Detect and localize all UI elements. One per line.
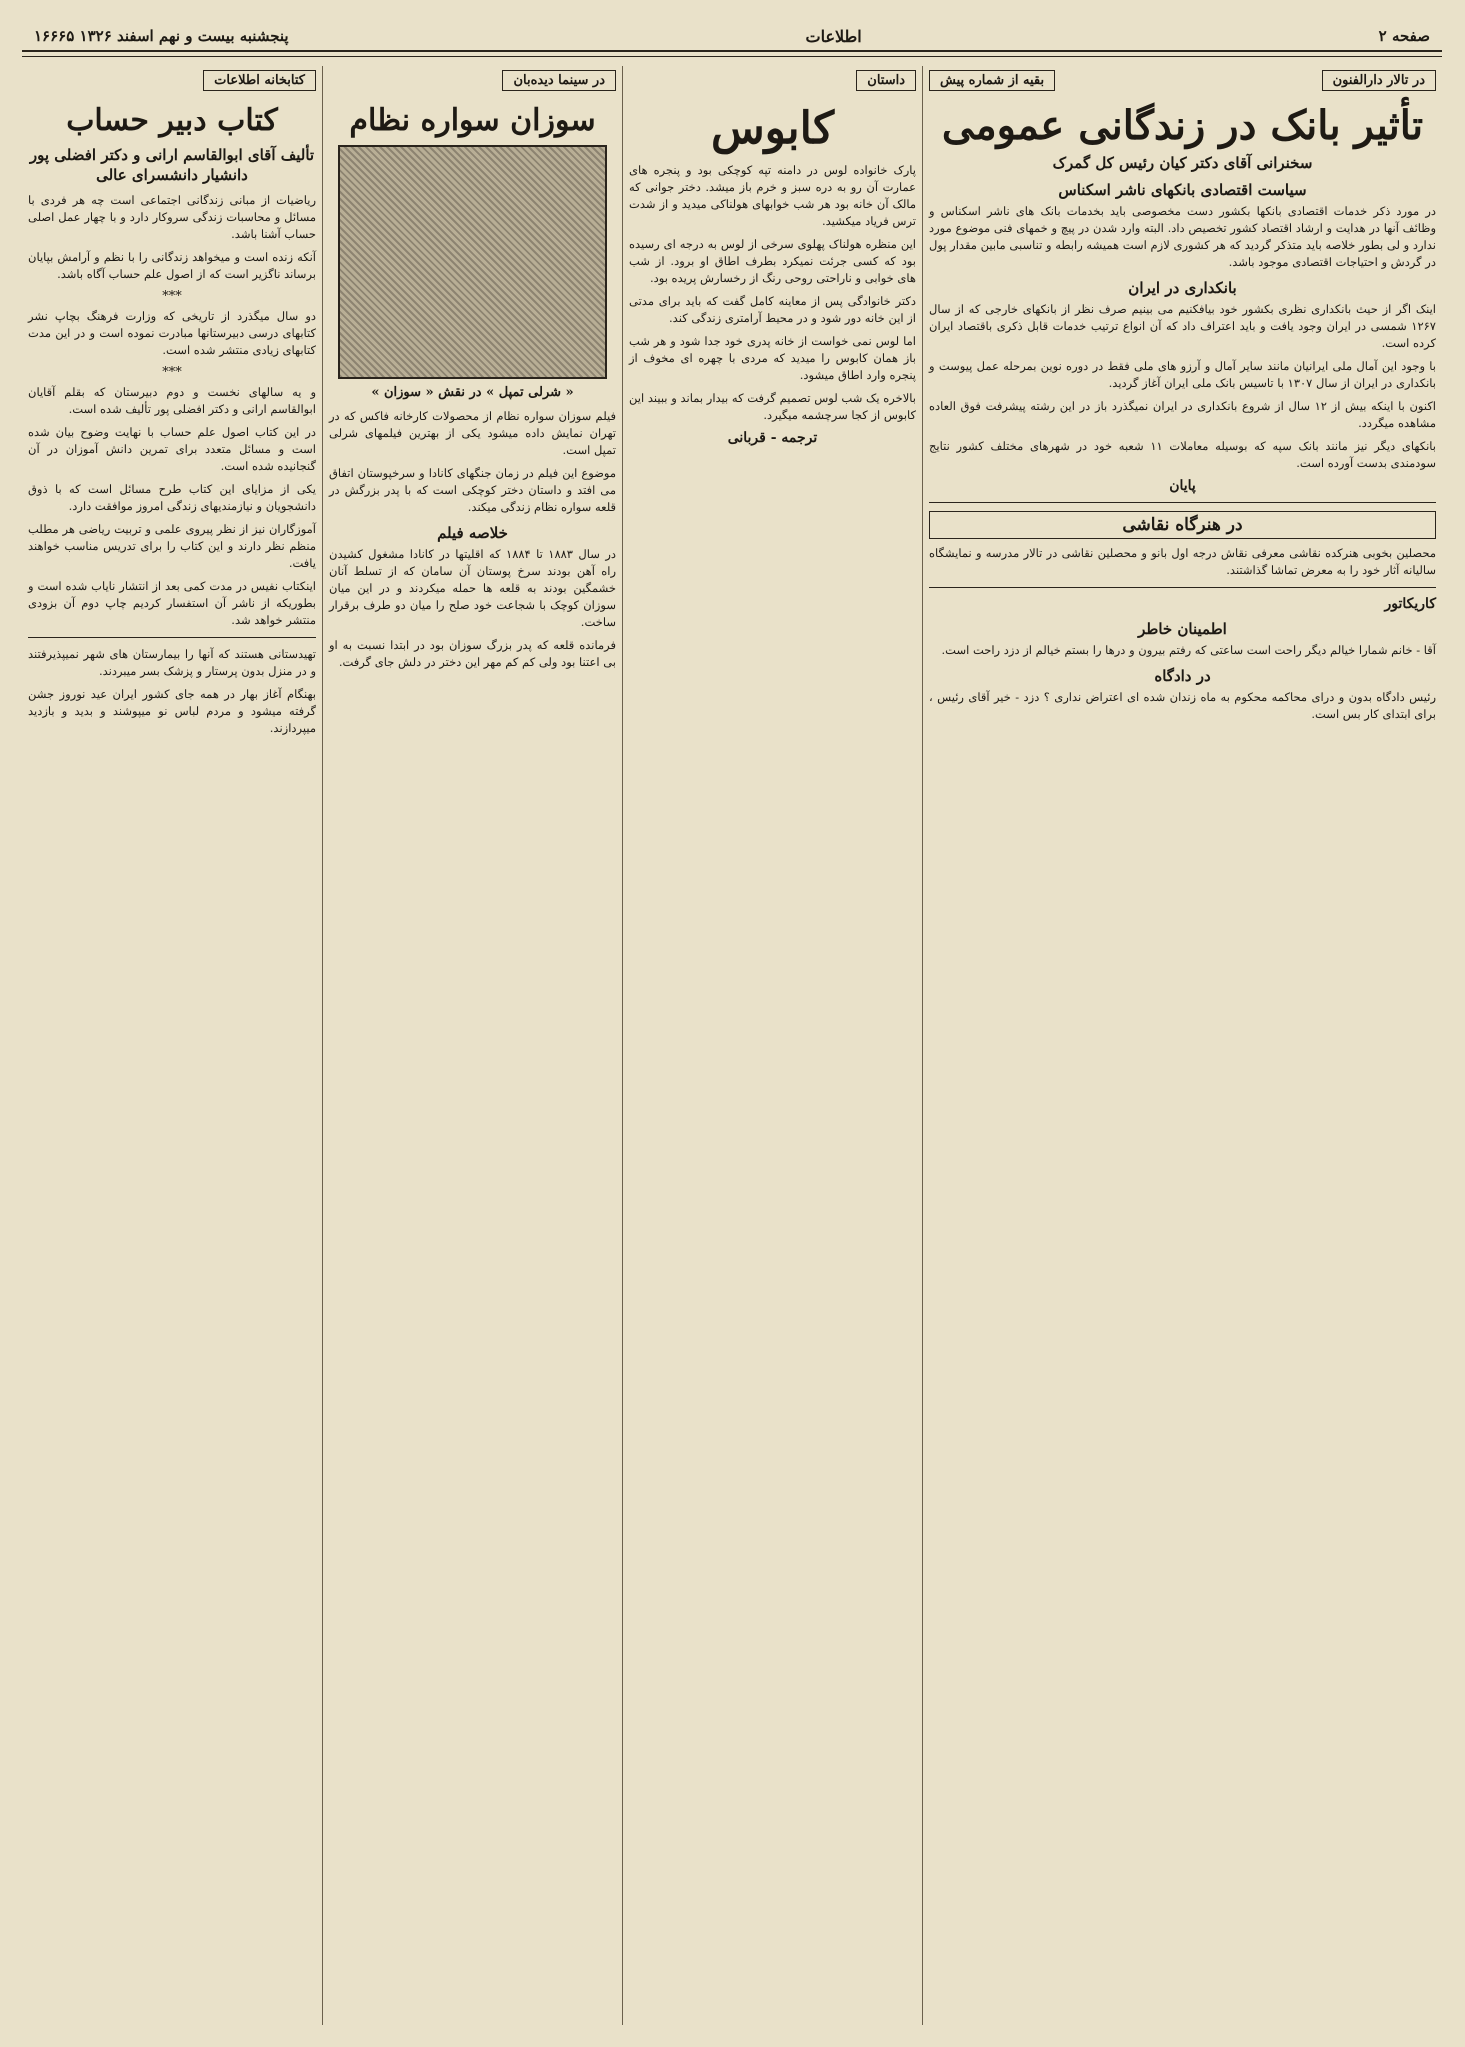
newspaper-page [22,22,1442,2025]
bank-end: پایان [1169,478,1196,495]
library-body-7: آموزگاران نیز از نظر پیروی علمی و تربیت ریاضی هر مطلب منظم نظر دارند و این کتاب را برای تدریس مناسب خواهند یافت. [28,521,316,570]
bank-byline: سخنرانی آقای دکتر کیان رئیس کل گمرک [1052,154,1313,172]
art-gallery-title: در هنرگاه نقاشی [929,511,1436,539]
bank-headline: تأثیر بانک در زندگانی عمومی [941,102,1424,149]
library-body-1: ریاضیات از مبانی زندگانی اجتماعی است چه هر فردی با مسائل و محاسبات زندگی سروکار دارد و با چهار عمل اصلی حساب آشنا باشد. [28,192,316,241]
library-body-9: تهیدستانی هستند که آنها را بیمارستان های شهر نمیپذیرفتند و در منزل بدون پرستار و پزشک بسر میبردند. [28,646,316,678]
cinema-body-2: موضوع این فیلم در زمان جنگهای کانادا و سرخپوستان اتفاق می افتد و داستان دختر کوچکی است که با پدر بزرگش در قلعه سواره نظام زندگی میکند. [329,466,616,514]
page-label: صفحه ۲ [1378,27,1430,45]
date-line: پنجشنبه بیست و نهم اسفند ۱۳۲۶ ۱۶۶۶۵ [34,27,289,45]
cartoon-subtitle: اطمینان خاطر [1138,620,1227,639]
story-headline: کابوس [710,103,835,154]
cinema-body-4: فرمانده قلعه که پدر بزرگ سوزان بود در ابتدا نسبت به او بی اعتنا بود ولی کم کم مهر این دختر در دلش جای گرفت. [329,638,616,669]
masthead [22,22,1442,52]
column-story [622,66,922,2025]
divider [28,637,316,638]
story-body-2: این منظره هولناک پهلوی سرخی از لوس به درجه ای رسیده بود که کسی جرئت نمیکرد بطرف اطاق او برود. از شب های خوابی و ناراحتی روحی رنگ از رخسارش پریده بود. [629,236,916,285]
kicker-library: کتابخانه اطلاعات [203,70,316,91]
kicker-continued: بقیه از شماره پیش [929,70,1055,91]
cartoon-title: کاریکاتور [1384,596,1436,613]
section-policy: سیاست اقتصادی بانکهای ناشر اسکناس [1058,181,1307,200]
cinema-summary-title: خلاصه فیلم [437,524,508,542]
bank-body-2: اینک اگر از حیث بانکداری نظری بکشور خود بیافکنیم می بینیم صرف نظر از بانکهای خارجی که از سال ۱۲۶۷ شمسی در ایران وجود یافت و باید اعتراف داد که آن انواع ترتیب خدمات قابل ذکری باقتصاد ایران کرده است. [929,302,1436,351]
column-library [22,66,322,2025]
library-body-6: یکی از مزایای این کتاب طرح مسائل است که با ذوق دانشجویان و نیازمندیهای زندگی امروز موافقت دارد. [28,481,316,513]
library-body-4: و یه سالهای نخست و دوم دبیرستان که بقلم آقایان ابوالقاسم ارانی و دکتر افضلی پور تألیف شده است. [28,384,316,416]
divider [929,502,1436,503]
kicker-hall: در تالار دارالفنون [1322,70,1436,91]
film-still-photo [338,145,606,379]
court-title: در دادگاه [1154,667,1211,686]
library-body-8: اینکتاب نفیس در مدت کمی بعد از انتشار نایاب شده است و بطوریکه از ناشر آن استفسار کردیم چاپ دوم آن بزودی منتشر خواهد شد. [28,578,316,627]
story-body-3: دکتر خانوادگی پس از معاینه کامل گفت که باید برای مدتی از این خانه دور شود و در محیط آرامتری زندگی کند. [629,293,916,325]
paper-name: اطلاعات [805,26,862,46]
separator-stars: *** [162,288,182,304]
divider [929,587,1436,588]
library-headline: کتاب دبیر حساب [66,103,278,138]
story-body-1: پارک خانواده لوس در دامنه تپه کوچکی بود و پنجره های عمارت آن رو به دره سبز و خرم باز میشد. دختر جوانی که مالک آن خانه بود هر شب خوابهای هولناکی میدید و از شدت ترس فریاد میکشید. [629,162,916,228]
kicker-story: داستان [856,70,916,91]
story-body-5: بالاخره یک شب لوس تصمیم گرفت که بیدار بماند و ببیند این کابوس از کجا سرچشمه میگیرد. [629,390,916,422]
bank-body-4: اکنون با اینکه بیش از ۱۲ سال از شروع بانکداری در ایران نمیگذرد باز در این رشته پیشرفت فوق العاده مشاهده میگردد. [929,399,1436,431]
art-gallery-body: محصلین بخوبی هنرکده نقاشی معرفی نقاش درجه اول بانو و محصلین نقاشی در تالار مدرسه و نمایشگاه سالیانه آثار خود را به معرض تماشا گذاشتند. [929,546,1436,578]
kicker-cinema: در سینما دیده‌بان [502,70,616,91]
column-bank-article [922,66,1442,2025]
library-authors: تألیف آقای ابوالقاسم ارانی و دکتر افضلی پور دانشیار دانشسرای عالی [29,146,315,185]
library-body-3: دو سال میگذرد از تاریخی که وزارت فرهنگ بچاپ نشر کتابهای درسی دبیرستانها مبادرت نموده است و در این مدت کتابهای زیادی منتشر شده است. [28,308,316,357]
story-body-4: اما لوس نمی خواست از خانه پدری خود جدا شود و هر شب باز همان کابوس را میدید که مردی با چهره ای مخوف از پنجره وارد اطاق میشود. [629,333,916,382]
library-body-2: آنکه زنده است و میخواهد زندگانی را با نظم و آرامش بپایان برساند ناگزیر است که از اصول علم حساب آگاه باشد. [28,249,316,281]
photo-caption: « شرلی تمپل » در نقش « سوزان » [371,385,574,400]
separator-stars: *** [162,364,182,380]
story-translator: ترجمه - قربانی [727,429,818,446]
bank-body-5: بانکهای دیگر نیز مانند بانک سپه که بوسیله معاملات ۱۱ شعبه خود در شهرهای مختلف کشور نتایج سودمندی بدست آورده است. [929,439,1436,471]
cinema-body-1: فیلم سوزان سواره نظام از محصولات کارخانه فاکس که در تهران نمایش داده میشود یکی از بهترین فیلمهای شرلی تمپل است. [329,409,616,457]
cartoon-body: آقا - خانم شمارا خیالم دیگر راحت است ساعتی که رفتم بیرون و درها را بستم خیالم از دزد راحت است. [941,643,1436,658]
cinema-headline: سوزان سواره نظام [349,103,596,138]
library-body-5: در این کتاب اصول علم حساب با نهایت وضوح بیان شده است و مسائل متعدد برای تمرین دانش آموزان در آن گنجانیده شده است. [28,424,316,473]
bank-body-1: در مورد ذکر خدمات اقتصادی بانکها بکشور دست مخصوصی باید بخدمات بانک های ناشر اسکناس و وظائف آنها در هدایت و ارشاد اقتصاد کشور تخصیص داد. البته وارد شدن در پیچ و خمهای فنی موضوع مورد ندارد و لی بطور خلاصه باید متذکر گردید که هر کشوری لازم است همیشه رابطه و تناسبی مابین مقدار پول در گردش و احتیاجات اقتصادی موجود باشد. [929,204,1436,270]
court-body: رئیس دادگاه بدون و درای محاکمه محکوم به ماه زندان شده ای اعتراض نداری ؟ دزد - خیر آقای رئیس ، برای ابتدای کار بس است. [929,690,1436,722]
cinema-body-3: در سال ۱۸۸۳ تا ۱۸۸۴ که اقلیتها در کانادا مشغول کشیدن راه آهن بودند سرخ پوستان آن سامان که از تسلط آنان خشمگین بودند به قلعه ها حمله میکردند و در این میان سوزان کوچک با شجاعت خود صلح را میان دو طرف برقرار ساخت. [329,547,617,629]
section-banking-iran: بانکداری در ایران [1128,279,1237,298]
bank-body-3: با وجود این آمال ملی ایرانیان مانند سایر آمال و آرزو های ملی فقط در دوره نوین بمرحله عمل پیوست و بانکداری در ایران از سال ۱۳۰۷ با تاسیس بانک ملی ایران آغاز گردید. [929,359,1436,391]
column-cinema [322,66,622,2025]
library-body-10: بهنگام آغاز بهار در همه جای کشور ایران عید نوروز جشن گرفته میشود و مردم لباس نو میپوشند و بدید و بازدید میپردازند. [28,686,316,735]
masthead-rule [22,56,1442,57]
